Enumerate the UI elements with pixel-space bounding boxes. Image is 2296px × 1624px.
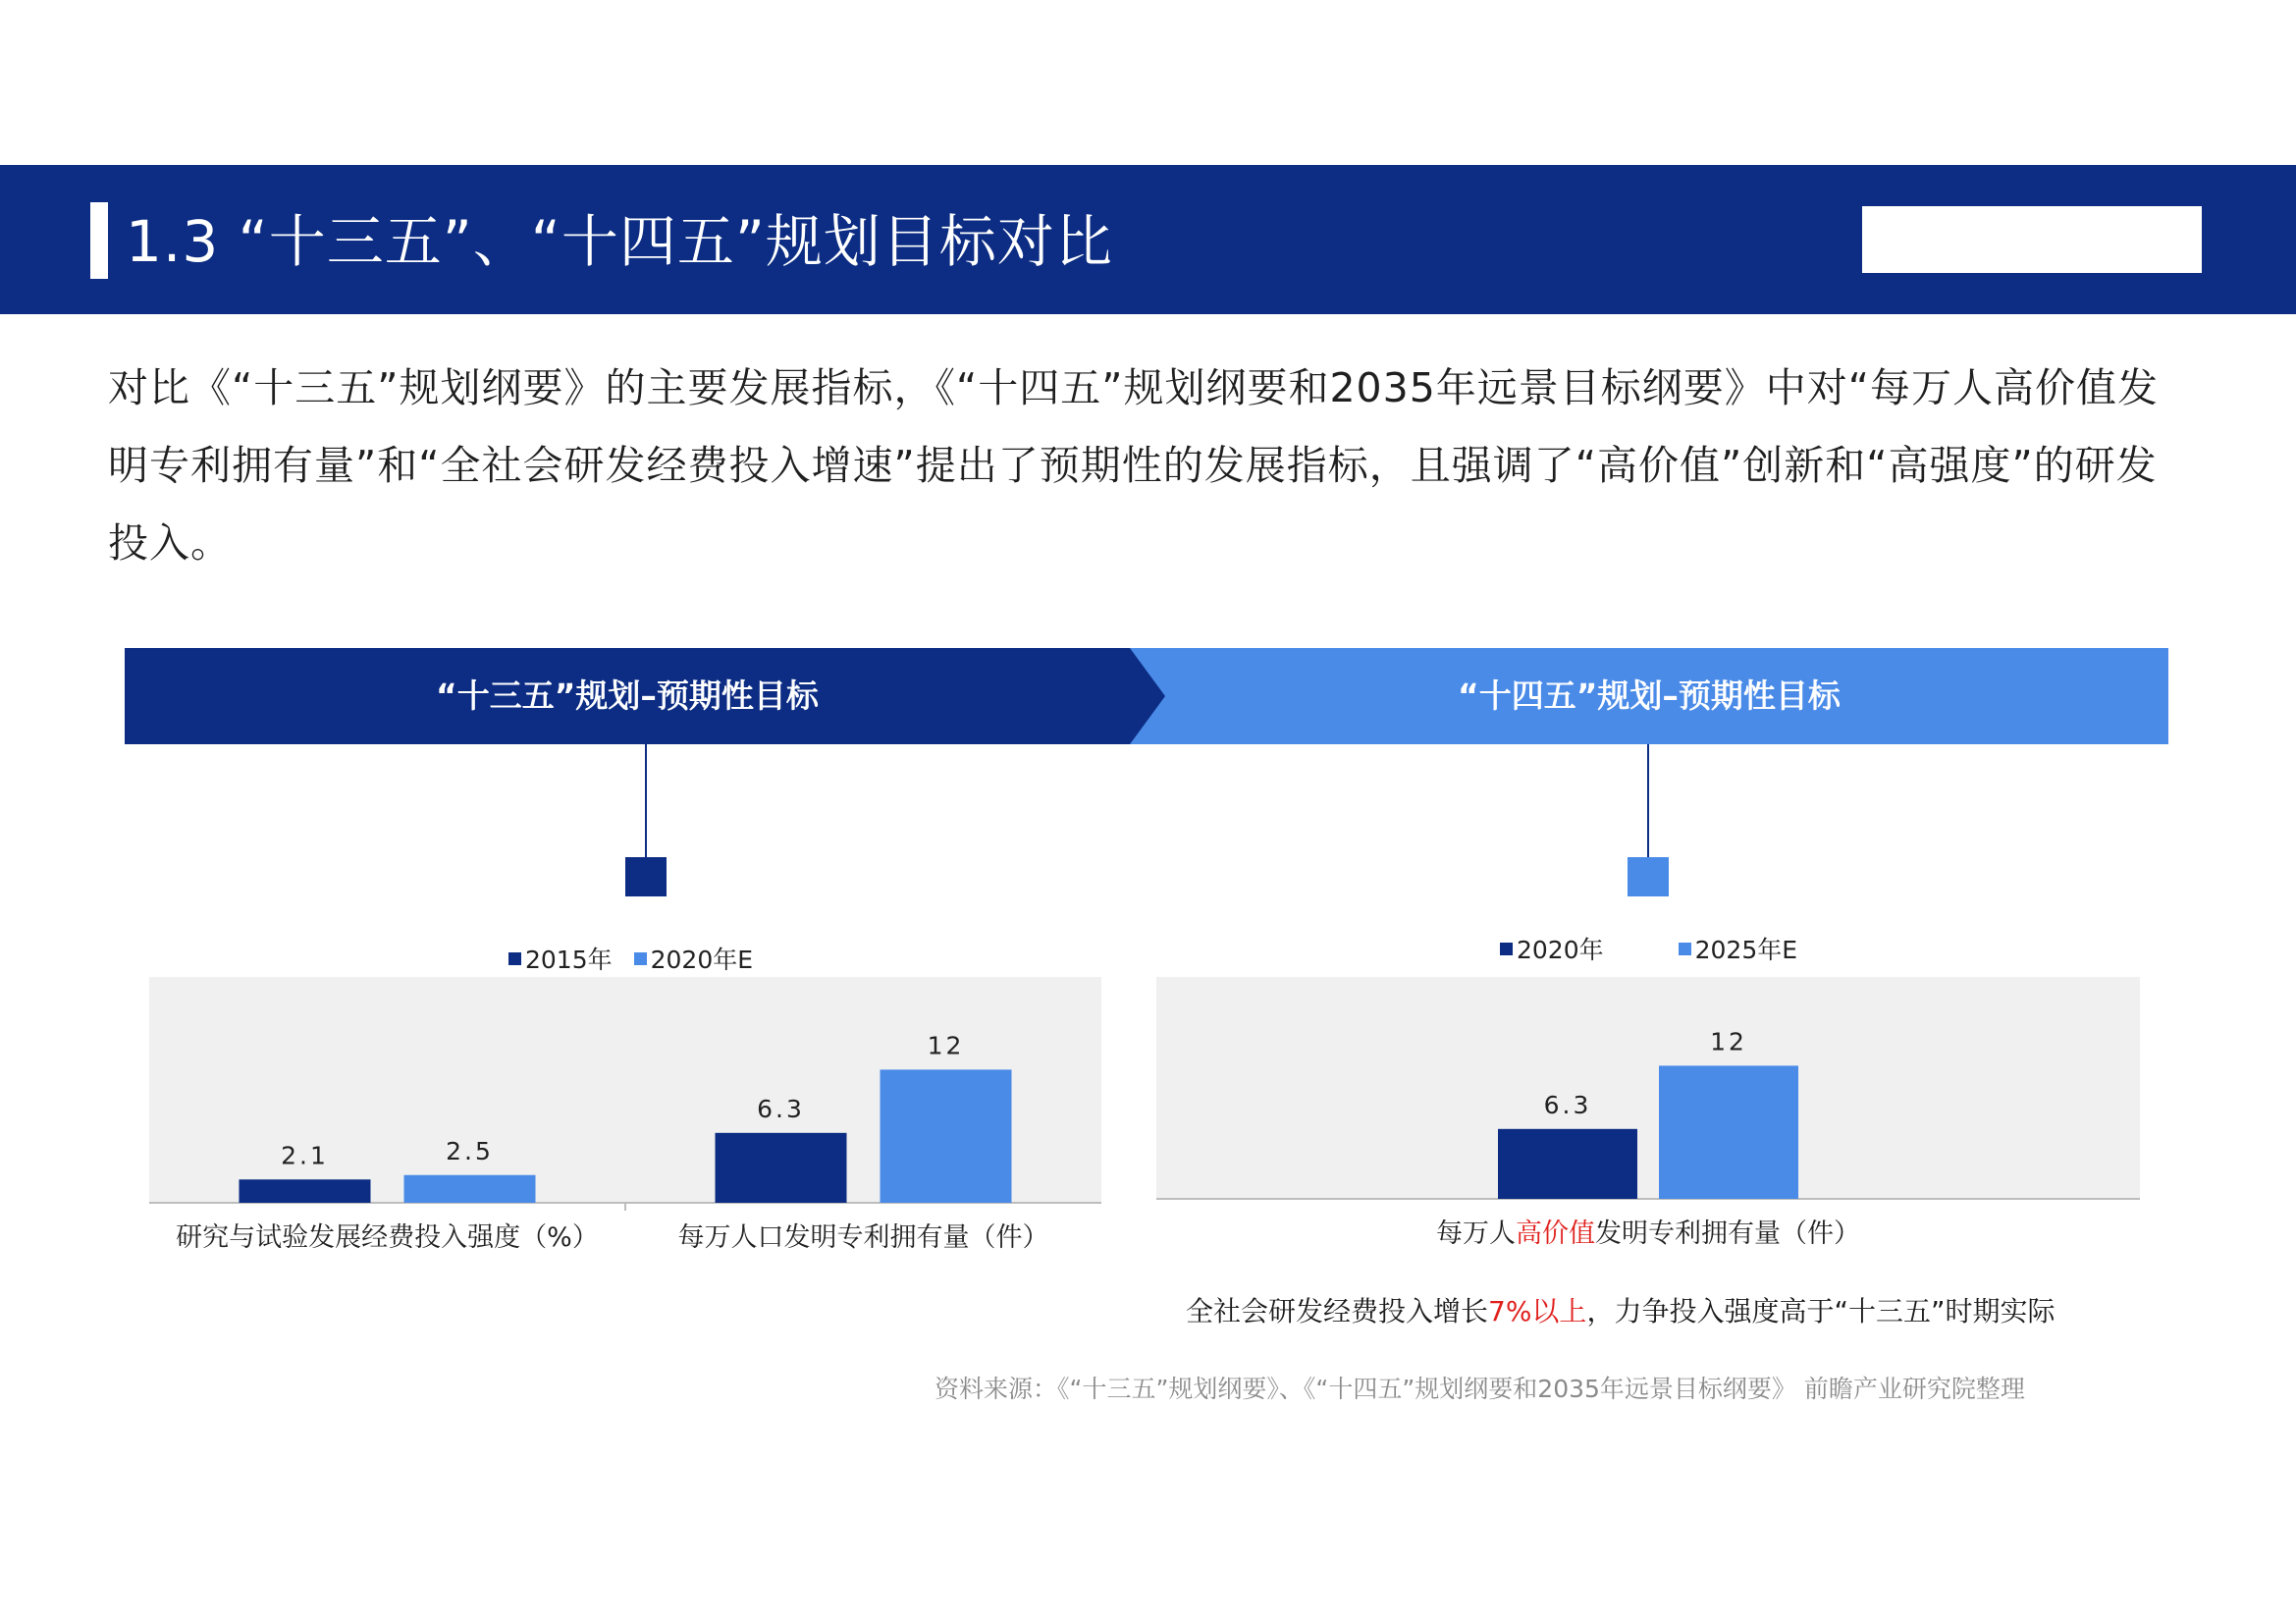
chart2-legend (1500, 931, 1797, 966)
category-label: 研究与试验发展经费投入强度（%） (176, 1222, 599, 1253)
data-label: 2.1 (281, 1141, 329, 1170)
bar-light (1659, 1065, 1798, 1199)
section-header (0, 165, 2296, 314)
chart1-legend (508, 941, 753, 976)
bar-light (881, 1069, 1012, 1203)
note-text-before: 全社会研发经费投入增长 (1186, 1295, 1489, 1327)
header-logo-placeholder (1862, 206, 2202, 273)
chart1-plot (147, 977, 1109, 1272)
data-label: 6.3 (757, 1094, 805, 1123)
banner-13th-plan (125, 648, 1130, 744)
legend-label: 2025年E (1694, 936, 1798, 964)
intro-paragraph: 对比《“十三五”规划纲要》的主要发展指标，《“十四五”规划纲要和2035年远景目标纲要》中对“每万人高价值发明专利拥有量”和“全社会研发经费投入增速”提出了预期性的发展指标，且强调了“高价值”创新和“高强度”的研发投入。 (108, 364, 2160, 567)
note-text-after: ，力争投入强度高于“十三五”时期实际 (1586, 1295, 2056, 1327)
plot-area (1156, 977, 2140, 1199)
source-text: 资料来源：《“十三五”规划纲要》、《“十四五”规划纲要和2035年远景目标纲要》 前瞻产业研究院整理 (934, 1375, 2025, 1403)
data-label: 6.3 (1543, 1090, 1592, 1119)
legend-item (508, 941, 613, 976)
banner-arrow-icon (1130, 648, 1165, 744)
investment-note (1186, 1290, 2055, 1329)
legend-label: 2020年E (650, 946, 754, 974)
category-label-part: 高价值 (1516, 1218, 1595, 1249)
category-label: 每万人口发明专利拥有量（件） (677, 1222, 1049, 1253)
section-title: 1.3 “十三五”、“十四五”规划目标对比 (126, 208, 1113, 275)
data-label: 12 (927, 1031, 965, 1060)
bar-dark (240, 1179, 371, 1203)
connector-line-left (645, 744, 647, 858)
banner-14th-plan (1130, 648, 2168, 744)
legend-swatch-dark (1500, 943, 1513, 955)
connector-square-right (1628, 857, 1669, 896)
category-label (1436, 1218, 1860, 1249)
legend-label: 2020年 (1517, 936, 1604, 964)
bar-light (404, 1175, 536, 1203)
chart2-plot (1154, 977, 2146, 1262)
category-label-part: 每万人 (1436, 1218, 1516, 1249)
data-label: 12 (1710, 1027, 1747, 1056)
legend-swatch-dark (508, 952, 521, 965)
legend-swatch-light (634, 952, 647, 965)
category-label-part: 发明专利拥有量（件） (1595, 1218, 1860, 1249)
header-accent-mark (90, 202, 108, 279)
legend-item (1679, 931, 1797, 966)
note-highlight: 7%以上 (1488, 1295, 1587, 1327)
bar-dark (716, 1133, 847, 1203)
banner-14th-label: “十四五”规划–预期性目标 (1458, 677, 1841, 715)
legend-item (634, 941, 753, 976)
banner-13th-label: “十三五”规划–预期性目标 (436, 677, 819, 715)
legend-swatch-light (1679, 943, 1691, 955)
data-label: 2.5 (446, 1136, 494, 1165)
connector-square-left (625, 857, 667, 896)
legend-label: 2015年 (525, 946, 613, 974)
connector-line-right (1647, 744, 1649, 858)
legend-item (1500, 931, 1604, 966)
bar-dark (1498, 1129, 1637, 1199)
